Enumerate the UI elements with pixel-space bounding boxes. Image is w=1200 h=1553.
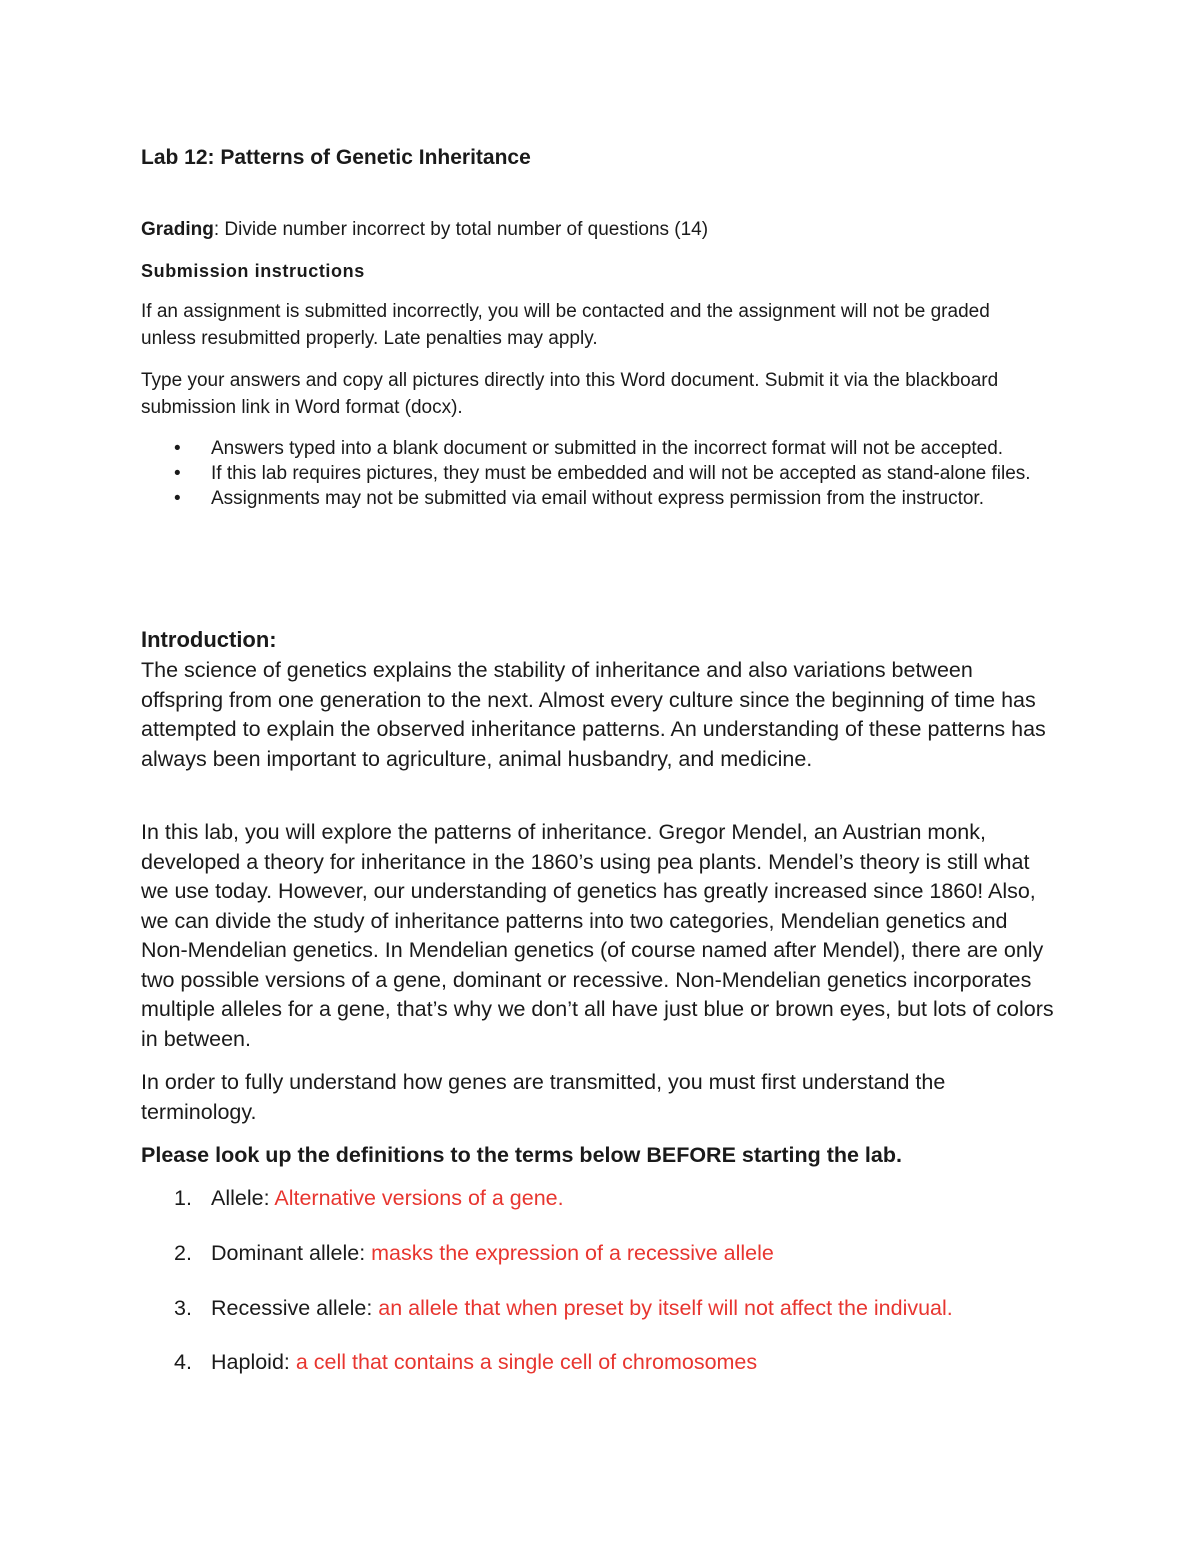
definition-number: 4. xyxy=(174,1350,192,1374)
bullet-icon: • xyxy=(174,438,181,459)
grading-line xyxy=(141,219,708,241)
definition-line xyxy=(211,1186,564,1211)
bullet-text: Answers typed into a blank document or submitted in the incorrect format will not be accepted. xyxy=(211,438,1004,459)
intro-paragraph: In this lab, you will explore the patterns of inheritance. Gregor Mendel, an Austrian monk, developed a theory for inheritance in the 1860’s using pea plants. Mendel’s theory is still what we use today. However, our understanding of genetics has greatly increased since 1860! Also, we can divide the study of inheritance patterns into two categories, Mendelian genetics and Non-Mendelian genetics. In Mendelian genetics (of course named after Mendel), there are only two possible versions of a gene, dominant or recessive. Non-Mendelian genetics incorporates multiple alleles for a gene, that’s why we don’t all have just blue or brown eyes, but lots of colors in between. xyxy=(141,820,1054,1051)
definition-answer[interactable]: Alternative versions of a gene. xyxy=(274,1186,564,1210)
submission-heading: Submission instructions xyxy=(141,261,365,281)
bullet-text: If this lab requires pictures, they must be embedded and will not be accepted as stand-alone files. xyxy=(211,463,1031,484)
definition-answer[interactable]: masks the expression of a recessive allele xyxy=(371,1241,774,1265)
list-item xyxy=(141,486,1046,511)
bullet-text: Assignments may not be submitted via email without express permission from the instructor. xyxy=(211,488,984,509)
definition-answer[interactable]: a cell that contains a single cell of chromosomes xyxy=(295,1350,758,1374)
bullet-icon: • xyxy=(174,463,181,484)
definition-term: Allele: xyxy=(211,1186,275,1210)
introduction-heading: Introduction: xyxy=(141,627,277,652)
definition-term: Haploid: xyxy=(211,1350,296,1374)
definition-term: Recessive allele: xyxy=(211,1296,379,1320)
lookup-instruction: Please look up the definitions to the terms below BEFORE starting the lab. xyxy=(141,1143,902,1167)
list-item xyxy=(141,461,1046,486)
submission-paragraph: If an assignment is submitted incorrectly, you will be contacted and the assignment will not be graded unless resubmitted properly. Late penalties may apply. xyxy=(141,301,990,349)
submission-paragraph: Type your answers and copy all pictures directly into this Word document. Submit it via the blackboard submission link in Word format (docx). xyxy=(141,370,999,418)
definition-term: Dominant allele: xyxy=(211,1241,372,1265)
definition-line xyxy=(211,1296,953,1321)
intro-paragraph: The science of genetics explains the stability of inheritance and also variations between offspring from one generation to the next. Almost every culture since the beginning of time has attempted to explain the observed inheritance patterns. An understanding of these patterns has always been important to agriculture, animal husbandry, and medicine. xyxy=(141,658,1046,771)
definition-line xyxy=(211,1241,774,1266)
definition-answer[interactable]: an allele that when preset by itself will not affect the indivual. xyxy=(378,1296,953,1320)
intro-paragraph: In order to fully understand how genes are transmitted, you must first understand the terminology. xyxy=(141,1070,946,1124)
list-item xyxy=(141,436,1046,461)
definition-number: 3. xyxy=(174,1296,192,1320)
document-title: Lab 12: Patterns of Genetic Inheritance xyxy=(141,146,531,169)
grading-text: : Divide number incorrect by total number of questions (14) xyxy=(213,219,709,240)
bullet-icon: • xyxy=(174,488,181,509)
definition-number: 2. xyxy=(174,1241,192,1265)
definition-line xyxy=(211,1350,757,1375)
definition-number: 1. xyxy=(174,1186,192,1210)
grading-label: Grading xyxy=(141,219,214,240)
submission-bullet-list xyxy=(141,436,1046,511)
